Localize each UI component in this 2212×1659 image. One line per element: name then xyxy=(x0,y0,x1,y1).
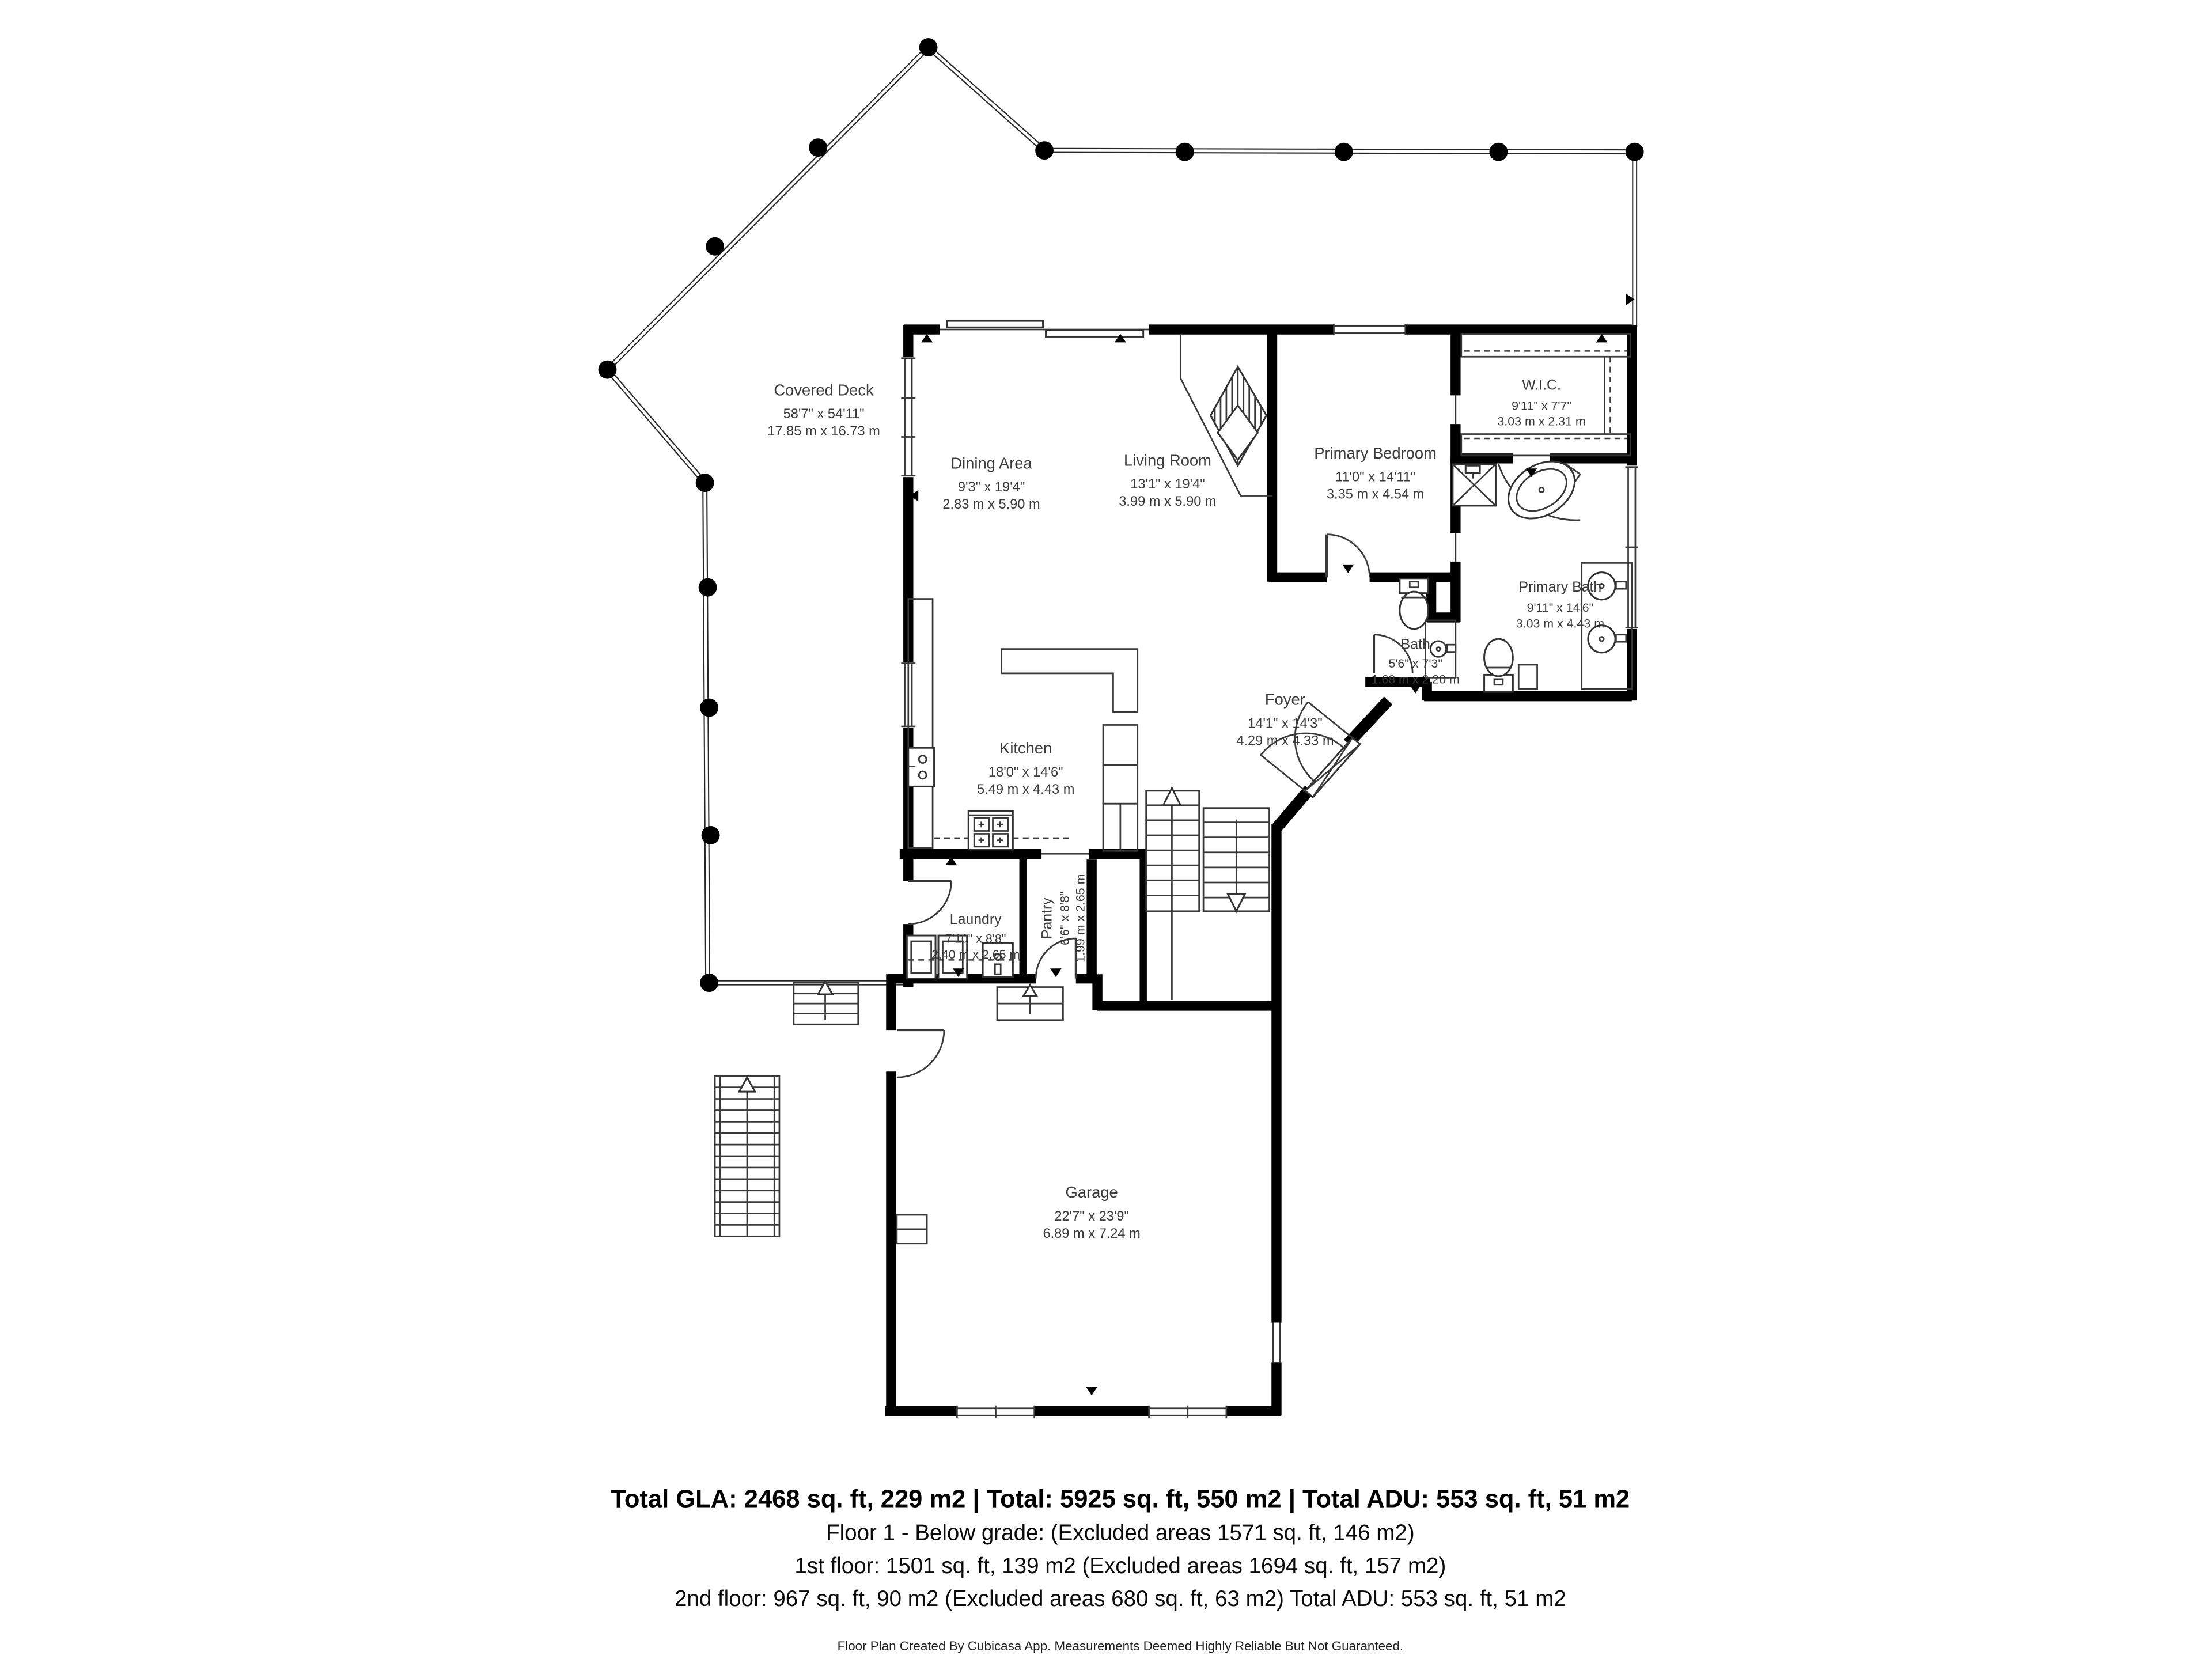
room-dim-imperial: 5'6" x 7'3" xyxy=(1388,656,1442,671)
room-dim-imperial: 58'7" x 54'11" xyxy=(783,407,865,422)
fireplace-icon xyxy=(1180,334,1272,495)
room-dim-metric: 1.99 m x 2.65 m xyxy=(1073,874,1088,963)
room-label-foyer xyxy=(1236,691,1334,749)
interior-staircase-icon xyxy=(1146,788,1270,1000)
floor1-line: Floor 1 - Below grade: (Excluded areas 1571 sq. ft, 146 m2) xyxy=(826,1520,1415,1546)
room-label-kitchen xyxy=(977,739,1074,797)
covered-deck-outline xyxy=(599,38,1644,1236)
room-label-laundry xyxy=(931,911,1020,961)
stove-icon xyxy=(968,811,1013,850)
room-dim-metric: 2.40 m x 2.65 m xyxy=(931,947,1020,961)
room-dim-metric: 3.03 m x 4.43 m xyxy=(1516,616,1605,631)
room-dim-imperial: 13'1" x 19'4" xyxy=(1130,477,1205,493)
room-name: Garage xyxy=(1065,1183,1118,1202)
room-dim-imperial: 11'0" x 14'11" xyxy=(1335,469,1416,485)
garage-fixtures xyxy=(897,985,1063,1244)
room-dim-metric: 3.35 m x 4.54 m xyxy=(1326,487,1425,502)
room-name: Primary Bath xyxy=(1518,579,1602,596)
room-name: Laundry xyxy=(949,911,1002,928)
refrigerator-icon xyxy=(1103,725,1138,851)
room-name: Primary Bedroom xyxy=(1314,444,1437,462)
room-dim-imperial: 9'11" x 14'6" xyxy=(1527,600,1594,615)
room-label-primary-bath xyxy=(1516,579,1604,630)
room-dim-metric: 6.89 m x 7.24 m xyxy=(1043,1226,1141,1241)
window-icon xyxy=(1334,324,1405,335)
kitchen-island xyxy=(1001,649,1137,712)
room-dim-metric: 2.83 m x 5.90 m xyxy=(942,497,1040,512)
exterior-staircase-icon xyxy=(715,1076,779,1237)
room-dim-imperial: 9'11" x 7'7" xyxy=(1512,399,1571,413)
room-dim-metric: 4.29 m x 4.33 m xyxy=(1236,733,1334,749)
room-label-wic xyxy=(1497,377,1585,428)
room-dim-metric: 3.99 m x 5.90 m xyxy=(1119,494,1217,509)
primary-bath-fixtures xyxy=(1453,450,1632,692)
room-label-bath xyxy=(1372,637,1460,687)
deck-steps-icon xyxy=(794,982,858,1025)
total-gla-line: Total GLA: 2468 sq. ft, 229 m2 | Total: 5925 sq. ft, 550 m2 | Total ADU: 553 sq. ft, 51 m2 xyxy=(611,1485,1630,1513)
second-floor-line: 2nd floor: 967 sq. ft, 90 m2 (Excluded areas 680 sq. ft, 63 m2) Total ADU: 553 sq. ft, 51 m2 xyxy=(674,1586,1566,1611)
sliding-door-icon xyxy=(940,321,1149,336)
room-name: Bath xyxy=(1400,636,1430,653)
disclaimer-footer: Floor Plan Created By Cubicasa App. Measurements Deemed Highly Reliable But Not Guaranteed. xyxy=(837,1639,1404,1654)
room-dim-metric: 3.03 m x 2.31 m xyxy=(1497,414,1586,429)
room-dim-metric: 5.49 m x 4.43 m xyxy=(977,782,1075,797)
first-floor-line: 1st floor: 1501 sq. ft, 139 m2 (Excluded areas 1694 sq. ft, 157 m2) xyxy=(794,1553,1446,1578)
room-dim-imperial: 18'0" x 14'6" xyxy=(988,764,1063,780)
room-dim-metric: 17.85 m x 16.73 m xyxy=(767,424,880,440)
room-dim-imperial: 9'3" x 19'4" xyxy=(957,480,1025,495)
room-name: Dining Area xyxy=(950,454,1032,472)
utility-box-icon xyxy=(897,1215,927,1244)
room-label-garage xyxy=(1043,1183,1140,1241)
room-dim-imperial: 6'6" x 8'8" xyxy=(1058,891,1072,945)
room-name: Covered Deck xyxy=(774,381,874,399)
room-dim-imperial: 14'1" x 14'3" xyxy=(1248,716,1323,732)
wic-closet-icon xyxy=(1461,334,1630,455)
toilet-icon xyxy=(1400,579,1429,629)
room-dim-imperial: 22'7" x 23'9" xyxy=(1054,1209,1129,1224)
room-dim-imperial: 7'10" x 8'8" xyxy=(945,931,1006,946)
summary-block xyxy=(611,1485,1630,1653)
room-label-pantry xyxy=(1039,874,1087,963)
room-name: Pantry xyxy=(1039,897,1055,940)
kitchen-sink-icon xyxy=(908,748,934,786)
kitchen-fixtures xyxy=(908,599,1138,851)
room-name: Kitchen xyxy=(999,739,1052,757)
room-name: W.I.C. xyxy=(1522,377,1561,393)
room-label-dining-area xyxy=(942,454,1040,512)
shower-icon xyxy=(1453,464,1496,506)
room-name: Living Room xyxy=(1123,451,1211,469)
garage-window-icon xyxy=(957,1323,1283,1419)
room-label-living-room xyxy=(1119,451,1216,509)
room-name: Foyer xyxy=(1264,690,1305,709)
room-label-covered-deck xyxy=(767,381,880,439)
garage-door-icon xyxy=(897,1030,944,1077)
cabinet xyxy=(1518,665,1537,689)
room-dim-metric: 1.68 m x 2.20 m xyxy=(1371,672,1460,687)
room-label-primary-bedroom xyxy=(1314,444,1437,502)
garage-steps-icon xyxy=(997,985,1063,1020)
toilet-icon xyxy=(1484,639,1513,692)
laundry-door-icon xyxy=(908,881,952,925)
